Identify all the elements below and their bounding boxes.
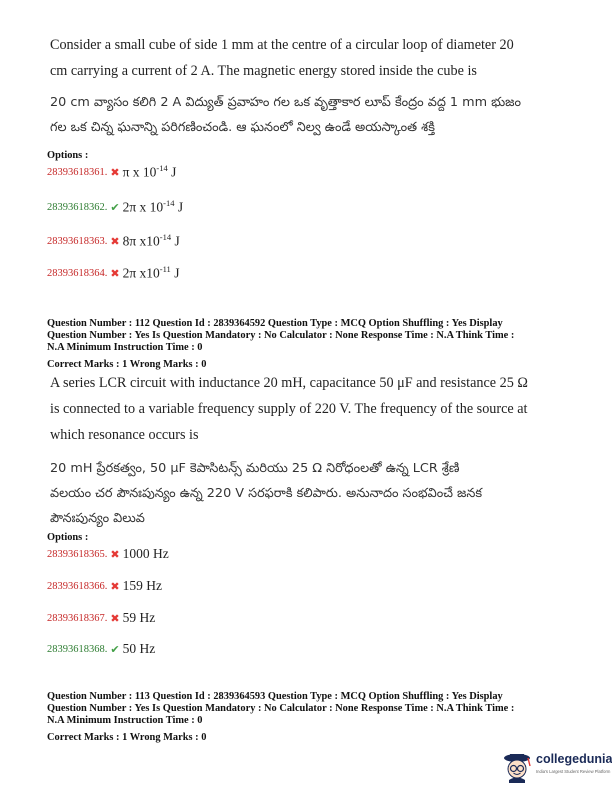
option-text: 2π x $10^{-14}$ J: [122, 198, 184, 215]
q2-telugu-line: 20 mH ప్రేరకత్వం, 50 μF కెపాసిటన్స్ మరియు 25 Ω నిరోధంలతో ఉన్న LCR శ్రేణి: [50, 461, 460, 476]
q2-english-line: A series LCR circuit with inductance 20 mH, capacitance 50 μF and resistance 25 Ω: [50, 375, 528, 391]
cross-icon: ✖: [110, 234, 120, 248]
q3-meta-line: N.A Minimum Instruction Time : 0: [47, 715, 203, 727]
q2-telugu-line: వలయం చర పౌనఃపున్యం ఉన్న 220 V సరఫరాకి కలిపారు. అనునాదం సంభవించే జనక: [50, 486, 483, 501]
cross-icon: ✖: [110, 611, 120, 625]
q1-option-2[interactable]: [47, 198, 183, 216]
q1-telugu-line: 20 cm వ్యాసం కలిగి 2 A విద్యుత్ ప్రవాహం గల ఒక వృత్తాకార లూప్ కేంద్రం వద్ద 1 mm భుజం: [50, 95, 522, 110]
option-id: 28393618368.: [47, 643, 108, 655]
collegedunia-logo: [500, 748, 612, 784]
q2-options-label: Options :: [47, 532, 89, 543]
q2-telugu-text: [50, 456, 570, 531]
q2-option-4[interactable]: [47, 640, 155, 658]
q1-option-4[interactable]: [47, 264, 179, 282]
q1-option-1[interactable]: [47, 163, 176, 181]
q2-option-3[interactable]: [47, 609, 155, 627]
q2-option-1[interactable]: [47, 545, 169, 563]
check-icon: ✔: [110, 642, 120, 656]
option-id: 28393618366.: [47, 580, 108, 592]
option-text: 8π $x10^{-14}$ J: [122, 232, 180, 249]
q3-marks: Correct Marks : 1 Wrong Marks : 0: [47, 732, 207, 743]
q1-telugu-text: [50, 90, 570, 140]
logo-tagline: India's Largest Student Review Platform: [536, 769, 611, 774]
check-icon: ✔: [110, 200, 120, 214]
option-id: 28393618363.: [47, 235, 108, 247]
q2-english-line: which resonance occurs is: [50, 427, 199, 443]
cross-icon: ✖: [110, 266, 120, 280]
q2-telugu-line: పౌనఃపున్యం విలువ: [50, 511, 145, 526]
option-text: 1000 Hz: [122, 546, 169, 561]
option-text: π x $10^{-14}$ J: [122, 163, 177, 180]
cross-icon: ✖: [110, 547, 120, 561]
q1-english-line: cm carrying a current of 2 A. The magnetic energy stored inside the cube is: [50, 63, 477, 79]
q1-english-text: [50, 32, 570, 84]
mascot-icon: [500, 749, 534, 783]
option-text: 50 Hz: [122, 641, 156, 656]
q2-option-2[interactable]: [47, 577, 162, 595]
option-text: 2π $x10^{-11}$ J: [122, 264, 180, 281]
q2-english-line: is connected to a variable frequency supply of 220 V. The frequency of the source at: [50, 401, 528, 417]
option-id: 28393618367.: [47, 612, 108, 624]
option-id: 28393618362.: [47, 201, 108, 213]
q1-telugu-line: గల ఒక చిన్న ఘనాన్ని పరిగణించండి. ఆ ఘనంలో నిల్వ ఉండే అయస్కాంత శక్తి: [50, 120, 435, 135]
q1-option-3[interactable]: [47, 232, 180, 250]
q3-meta-line: Question Number : Yes Is Question Mandatory : No Calculator : None Response Time : N.A Think Time :: [47, 703, 515, 715]
q1-english-line: Consider a small cube of side 1 mm at the centre of a circular loop of diameter 20: [50, 37, 514, 53]
q2-meta: [47, 318, 567, 355]
q1-options-label: Options :: [47, 150, 89, 161]
q2-meta-line: Question Number : Yes Is Question Mandatory : No Calculator : None Response Time : N.A Think Time :: [47, 330, 515, 342]
option-text: 59 Hz: [122, 610, 156, 625]
cross-icon: ✖: [110, 579, 120, 593]
q3-meta-line: Question Number : 113 Question Id : 2839364593 Question Type : MCQ Option Shuffling : Yes Display: [47, 691, 503, 702]
option-id: 28393618364.: [47, 267, 108, 279]
option-text: 159 Hz: [122, 578, 162, 593]
q2-english-text: [50, 370, 570, 448]
q2-marks: Correct Marks : 1 Wrong Marks : 0: [47, 359, 207, 370]
logo-name: collegedunia: [536, 752, 612, 766]
q2-meta-line: N.A Minimum Instruction Time : 0: [47, 342, 203, 354]
option-id: 28393618361.: [47, 166, 108, 178]
option-id: 28393618365.: [47, 548, 108, 560]
q3-meta: [47, 691, 567, 728]
q2-meta-line: Question Number : 112 Question Id : 2839364592 Question Type : MCQ Option Shuffling : Yes Display: [47, 318, 503, 329]
cross-icon: ✖: [110, 165, 120, 179]
